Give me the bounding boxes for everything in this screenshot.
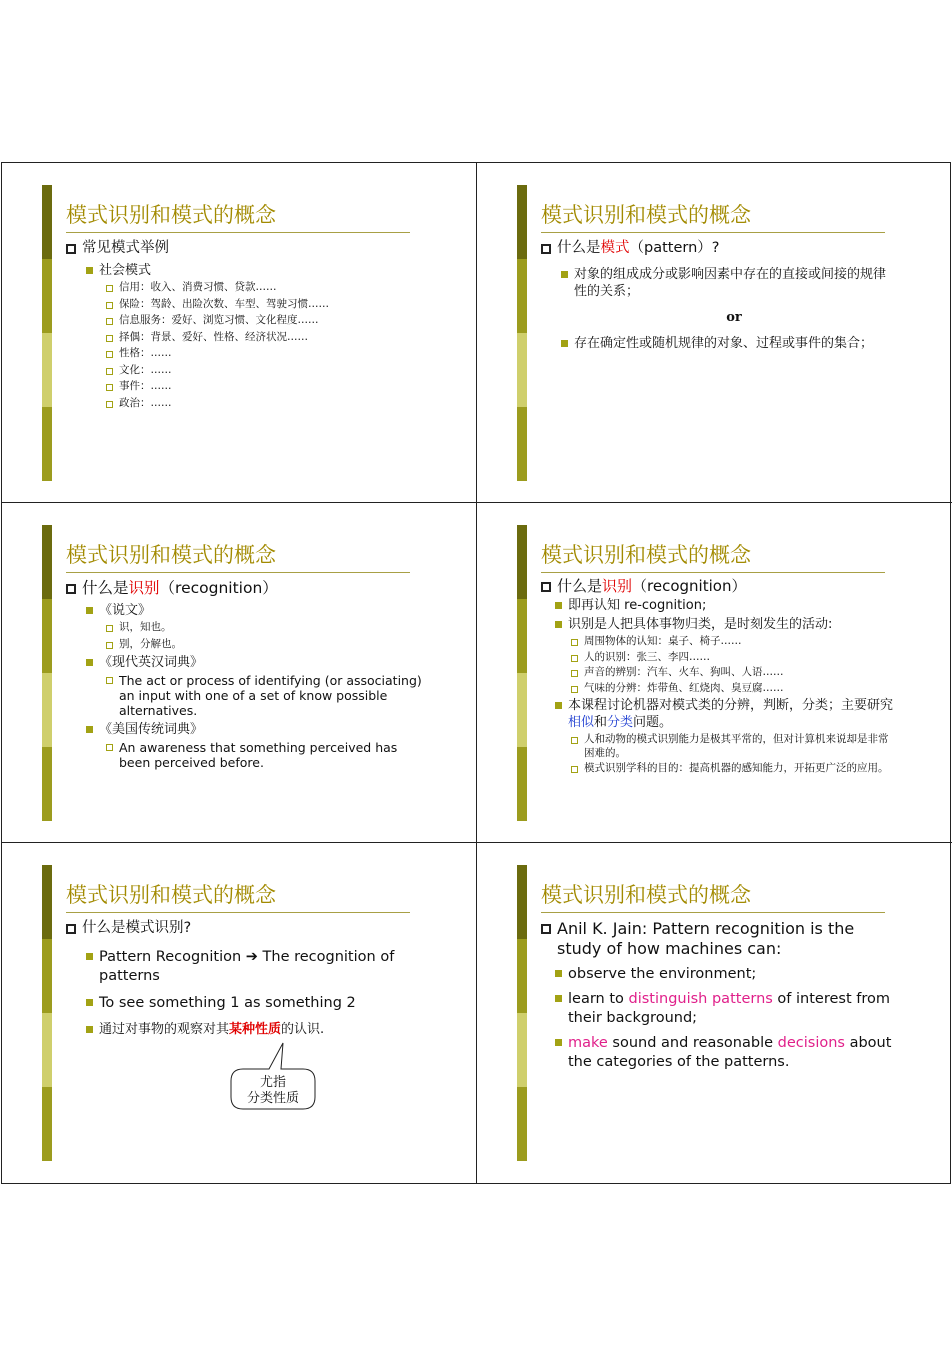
bullet-level1: 什么是模式（pattern）? xyxy=(541,239,897,258)
bullet-level2: To see something 1 as something 2 xyxy=(86,994,422,1013)
list-item: 别，分解也。 xyxy=(106,638,422,652)
bullet-level2: 对象的组成成分或影响因素中存在的直接或间接的规律性的关系； xyxy=(561,266,897,300)
bullet-level2: 通过对事物的观察对其某种性质的认识. xyxy=(86,1021,422,1038)
slide-5 xyxy=(2,843,477,1183)
slide-4 xyxy=(477,503,952,843)
list-item: 人的识别：张三、李四…… xyxy=(571,651,897,665)
list-item: 保险：驾龄、出险次数、车型、驾驶习惯…… xyxy=(106,298,422,312)
list-item: 信用：收入、消费习惯、贷款…… xyxy=(106,281,422,295)
list-item: 声音的辨别：汽车、火车、狗叫、人语…… xyxy=(571,666,897,680)
list-item: 性格：…… xyxy=(106,347,422,361)
bullet-level2: make sound and reasonable decisions about the categories of the patterns. xyxy=(555,1034,897,1072)
list-item: 识，知也。 xyxy=(106,621,422,635)
bullet-level2: 识别是人把具体事物归类，是时刻发生的活动: xyxy=(555,616,897,633)
slide-accent-bar xyxy=(517,865,527,1161)
slide-6 xyxy=(477,843,952,1183)
list-item: 事件：…… xyxy=(106,380,422,394)
bullet-level2: 社会模式 xyxy=(86,262,422,279)
slide-accent-bar xyxy=(42,865,52,1161)
callout-line-1: 尤指 xyxy=(259,1075,286,1090)
bullet-level1: 常见模式举例 xyxy=(66,239,422,258)
slide-title: 模式识别和模式的概念 xyxy=(66,539,410,573)
list-item: An awareness that something perceived has been perceived before. xyxy=(106,740,422,770)
bullet-level1: 什么是识别（recognition） xyxy=(66,579,422,598)
bullet-level2: learn to distinguish patterns of interest from their background; xyxy=(555,990,897,1028)
list-item: 气味的分辨：炸带鱼、红烧肉、臭豆腐…… xyxy=(571,682,897,696)
slide-accent-bar xyxy=(42,525,52,821)
bullet-level1: 什么是模式识别? xyxy=(66,919,422,938)
list-item: 择偶：背景、爱好、性格、经济状况…… xyxy=(106,331,422,345)
slide-3 xyxy=(2,503,477,843)
callout-line-2: 分类性质 xyxy=(246,1091,299,1106)
list-item: The act or process of identifying (or associating) an input with one of a set of know possible alternatives. xyxy=(106,673,422,718)
slide-title: 模式识别和模式的概念 xyxy=(541,199,885,233)
slide-title: 模式识别和模式的概念 xyxy=(66,199,410,233)
handout-grid xyxy=(1,162,951,1184)
slide-title: 模式识别和模式的概念 xyxy=(66,879,410,913)
bullet-level2: observe the environment; xyxy=(555,965,897,984)
callout-bubble xyxy=(231,1069,315,1109)
bullet-level1: 什么是识别（recognition） xyxy=(541,577,897,596)
slide-title: 模式识别和模式的概念 xyxy=(541,539,885,573)
list-item: 模式识别学科的目的：提高机器的感知能力，开拓更广泛的应用。 xyxy=(571,762,897,776)
list-item: 信息服务：爱好、浏览习惯、文化程度…… xyxy=(106,314,422,328)
slide-accent-bar xyxy=(517,185,527,481)
slide-title: 模式识别和模式的概念 xyxy=(541,879,885,913)
bullet-level2: 《说文》 xyxy=(86,602,422,619)
slide-accent-bar xyxy=(517,525,527,821)
list-item: 周围物体的认知：桌子、椅子…… xyxy=(571,635,897,649)
slide-1 xyxy=(2,163,477,503)
slide-2 xyxy=(477,163,952,503)
bullet-level2: 《现代英汉词典》 xyxy=(86,654,422,671)
or-separator: or xyxy=(726,310,742,325)
list-item: 人和动物的模式识别能力是极其平常的，但对计算机来说却是非常困难的。 xyxy=(571,733,897,760)
bullet-level2: 存在确定性或随机规律的对象、过程或事件的集合； xyxy=(561,335,897,352)
bullet-level2: 《美国传统词典》 xyxy=(86,721,422,738)
list-item: 文化：…… xyxy=(106,364,422,378)
slide-accent-bar xyxy=(42,185,52,481)
bullet-level2: 本课程讨论机器对模式类的分辨，判断，分类；主要研究相似和分类问题。 xyxy=(555,697,897,731)
bullet-level2: Pattern Recognition ➔ The recognition of patterns xyxy=(86,948,422,986)
bullet-level2: 即再认知 re-cognition; xyxy=(555,597,897,614)
list-item: 政治：…… xyxy=(106,397,422,411)
bullet-level1: Anil K. Jain: Pattern recognition is the study of how machines can: xyxy=(541,919,897,959)
